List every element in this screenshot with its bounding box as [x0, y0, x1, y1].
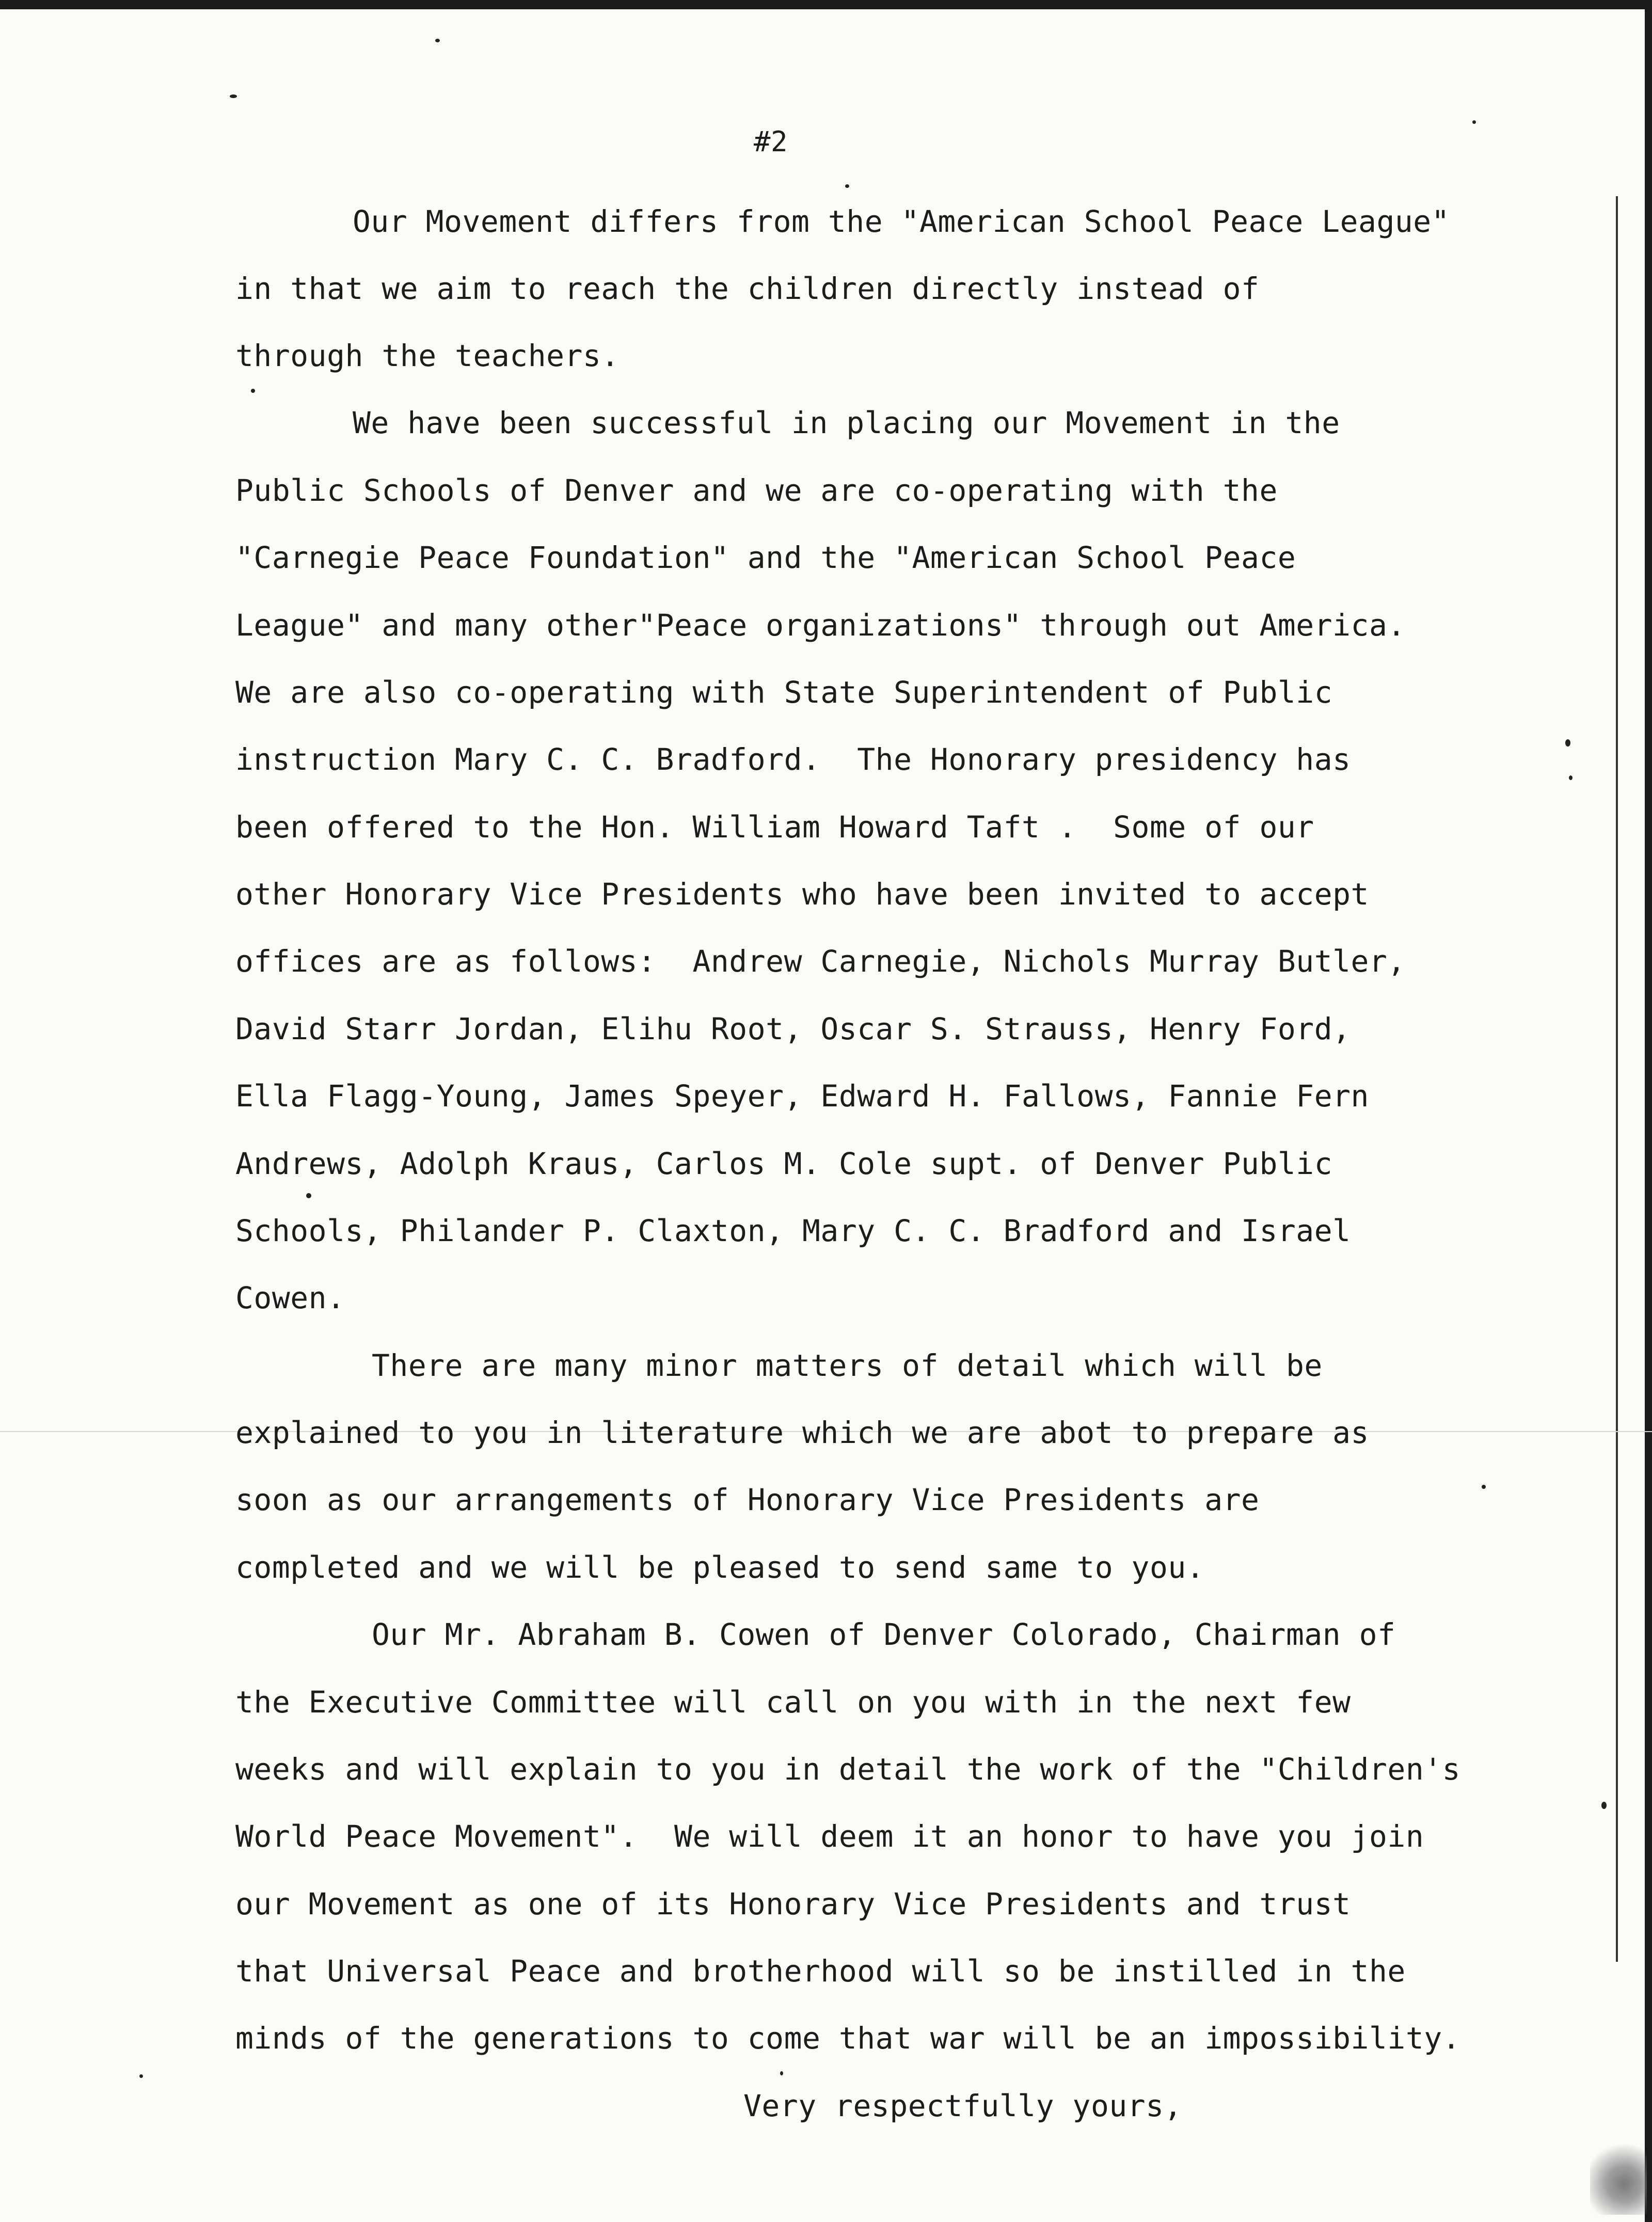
scan-speck: [780, 2071, 783, 2075]
body-line: the Executive Committee will call on you with in the next few: [235, 1685, 1351, 1720]
body-line: Andrews, Adolph Kraus, Carlos M. Cole supt. of Denver Public: [235, 1146, 1333, 1181]
corner-smudge: [1590, 2137, 1647, 2215]
body-line: minds of the generations to come that war will be an impossibility.: [235, 2021, 1461, 2056]
body-line: offices are as follows: Andrew Carnegie, Nichols Murray Butler,: [235, 944, 1406, 979]
body-line: "Carnegie Peace Foundation" and the "American School Peace: [235, 540, 1296, 575]
scan-right-rule: [1616, 196, 1618, 1962]
scan-speck: [306, 1193, 311, 1198]
body-line: completed and we will be pleased to send same to you.: [235, 1550, 1205, 1585]
scan-speck: [1472, 120, 1476, 124]
body-line: Ella Flagg-Young, James Speyer, Edward H. Fallows, Fannie Fern: [235, 1078, 1369, 1114]
scan-speck: [1601, 1802, 1607, 1809]
body-line: explained to you in literature which we are abot to prepare as: [235, 1415, 1369, 1450]
body-line: been offered to the Hon. William Howard Taft . Some of our: [235, 810, 1314, 845]
body-line: in that we aim to reach the children directly instead of: [235, 271, 1260, 306]
body-line: through the teachers.: [235, 338, 620, 373]
body-line: Our Mr. Abraham B. Cowen of Denver Colorado, Chairman of: [372, 1617, 1396, 1652]
body-line: our Movement as one of its Honorary Vice Presidents and trust: [235, 1886, 1351, 1922]
body-line: soon as our arrangements of Honorary Vice Presidents are: [235, 1482, 1260, 1517]
body-line: instruction Mary C. C. Bradford. The Honorary presidency has: [235, 742, 1351, 777]
body-line: Our Movement differs from the "American School Peace League": [353, 204, 1450, 239]
scan-speck: [1565, 739, 1570, 747]
body-line: Cowen.: [235, 1280, 345, 1315]
page-number: #2: [754, 125, 788, 158]
scan-speck: [139, 2074, 143, 2078]
closing-salutation: Very respectfully yours,: [743, 2088, 1183, 2123]
body-line: World Peace Movement". We will deem it an honor to have you join: [235, 1819, 1424, 1854]
body-line: other Honorary Vice Presidents who have been invited to accept: [235, 877, 1369, 912]
scan-speck: [1569, 775, 1572, 780]
body-line: Public Schools of Denver and we are co-operating with the: [235, 473, 1278, 508]
body-line: weeks and will explain to you in detail the work of the "Children's: [235, 1752, 1461, 1787]
scan-speck: [435, 39, 440, 42]
body-line: We are also co-operating with State Superintendent of Public: [235, 675, 1333, 710]
scan-top-edge: [0, 0, 1652, 9]
body-line: We have been successful in placing our Movement in the: [353, 405, 1340, 440]
scan-speck: [845, 184, 849, 188]
body-line: Schools, Philander P. Claxton, Mary C. C. Bradford and Israel: [235, 1213, 1351, 1248]
body-line: League" and many other"Peace organizations" through out America.: [235, 608, 1406, 643]
body-line: There are many minor matters of detail which will be: [372, 1348, 1323, 1383]
scan-speck: [251, 389, 255, 393]
scan-speck: [230, 94, 237, 98]
scan-speck: [1482, 1485, 1486, 1489]
body-line: that Universal Peace and brotherhood will so be instilled in the: [235, 1954, 1406, 1989]
scan-right-edge: [1645, 0, 1652, 2222]
body-line: David Starr Jordan, Elihu Root, Oscar S. Strauss, Henry Ford,: [235, 1011, 1351, 1046]
